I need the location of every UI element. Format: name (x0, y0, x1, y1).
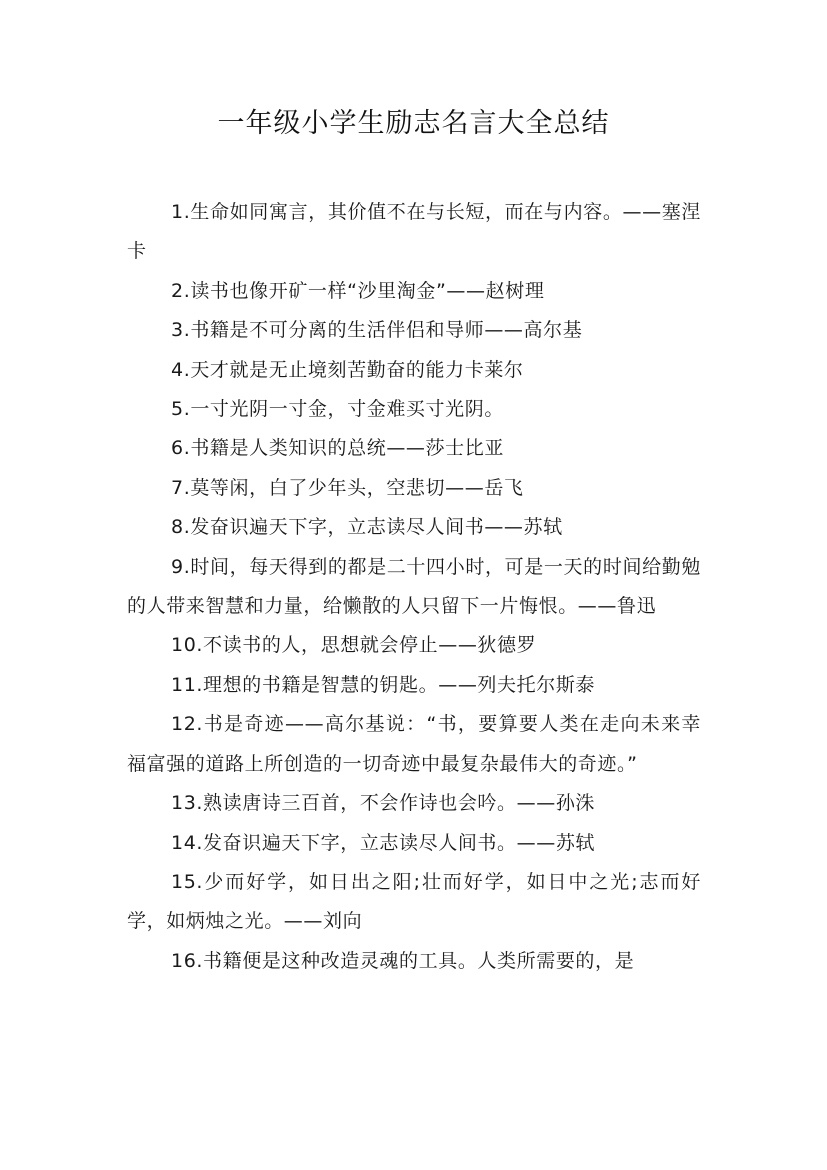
document-title: 一年级小学生励志名言大全总结 (217, 108, 610, 139)
quote-item: 13.熟读唐诗三百首，不会作诗也会吟。——孙洙 (171, 792, 596, 815)
quote-item: 1.生命如同寓言，其价值不在与长短，而在与内容。——塞涅卡 (127, 201, 701, 263)
quote-item: 10.不读书的人，思想就会停止——狄德罗 (171, 634, 537, 657)
quote-item: 11.理想的书籍是智慧的钥匙。——列夫托尔斯泰 (171, 673, 596, 696)
quote-item: 6.书籍是人类知识的总统——莎士比亚 (171, 437, 504, 460)
quote-item: 16.书籍便是这种改造灵魂的工具。人类所需要的，是 (171, 949, 635, 972)
quote-list (127, 193, 701, 981)
quote-item: 5.一寸光阴一寸金，寸金难买寸光阴。 (171, 398, 504, 421)
quote-item: 15.少而好学，如日出之阳;壮而好学，如日中之光;志而好学，如炳烛之光。——刘向 (127, 870, 701, 933)
quote-item: 2.读书也像开矿一样“沙里淘金”——赵树理 (171, 279, 545, 302)
quote-item: 3.书籍是不可分离的生活伴侣和导师——高尔基 (171, 319, 583, 342)
quote-item: 8.发奋识遍天下字，立志读尽人间书——苏轼 (171, 516, 563, 539)
quote-item: 4.天才就是无止境刻苦勤奋的能力卡莱尔 (171, 358, 524, 381)
quote-item: 9.时间，每天得到的都是二十四小时，可是一天的时间给勤勉的人带来智慧和力量，给懒散的人只留下一片悔恨。——鲁迅 (127, 555, 701, 618)
quote-item: 14.发奋识遍天下字，立志读尽人间书。——苏轼 (171, 831, 596, 854)
quote-item: 7.莫等闲，白了少年头，空悲切——岳飞 (171, 476, 524, 499)
quote-item: 12.书是奇迹——高尔基说：“书，要算要人类在走向未来幸福富强的道路上所创造的一切奇迹中最复杂最伟大的奇迹。” (127, 713, 701, 775)
